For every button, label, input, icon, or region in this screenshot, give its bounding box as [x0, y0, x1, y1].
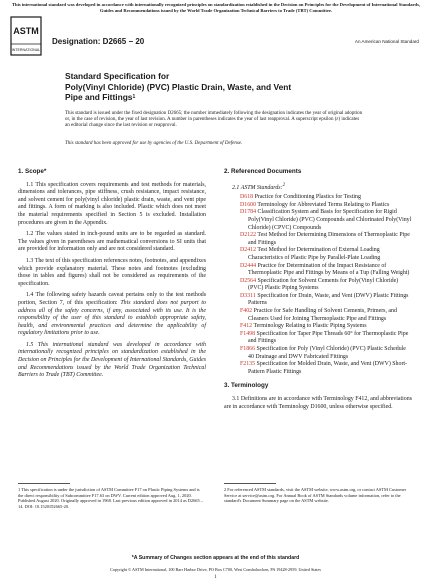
reference-item: F402 Practice for Safe Handling of Solvent Cements, Primers, and Cleaners Used for Joining Thermoplastic Pipe and Fittings [240, 308, 397, 322]
copyright-line: Copyright © ASTM International, 100 Barr Harbor Drive, PO Box C700, West Conshohocken, PA 19428-2959. United States [110, 567, 321, 572]
reference-item: D2122 Test Method for Determining Dimensions of Thermoplastic Pipe and Fittings [240, 232, 410, 246]
reference-link[interactable]: D618 [240, 194, 254, 201]
astm-standards-subheading: 2.1 ASTM Standards:$^2$ [232, 182, 286, 191]
right-column [224, 168, 412, 415]
title-line-1: Standard Specification for [65, 71, 170, 81]
title-line-2: Poly(Vinyl Chloride) (PVC) Plastic Drain, Waste, and Vent [65, 81, 292, 92]
reference-item: D3311 Specification for Drain, Waste, and Vent (DWV) Plastic Fittings Patterns [240, 292, 409, 307]
title-line-3: Pipe and Fittings$^1$ [65, 92, 136, 103]
designation: Designation: D2665 − 20 [52, 37, 145, 46]
national-standard-label: An American National Standard [354, 39, 419, 44]
terminology-paragraph-3-1: 3.1 Definitions are in accordance with Terminology F412, and abbreviations are in accordance with Terminology D1600, unless otherwise specified. [224, 396, 412, 410]
scope-paragraph-1-1: 1.1 This specification covers requirements and test methods for materials, dimensions and tolerances, pipe stiffness, crush resistance, impact resistance, and solvent cement for poly(vinyl chloride) plastic drain, waste, and vent pipe and fittings. A form of marking is also included. Plastic which does not meet the material requirements specified in Section 5 is excluded. Installation procedures are given in the Appendix. [18, 181, 206, 226]
scope-paragraph-1-3: 1.3 The text of this specification references notes, footnotes, and appendixes which provide explanatory material. These notes and footnotes (excluding those in tables and figures) shall not be considered as requirements of the specification. [18, 257, 206, 287]
reference-item: D2412 Test Method for Determination of External Loading Characteristics of Plastic Pipe by Parallel-Plate Loading [240, 247, 381, 261]
dod-approval-note: This standard has been approved for use by agencies of the U.S. Department of Defense. [65, 141, 243, 146]
reference-link[interactable]: F402 [240, 308, 253, 315]
document-title [65, 71, 365, 103]
footnote-rule-left [18, 483, 70, 484]
reference-link[interactable]: F2135 [240, 361, 256, 368]
reference-link[interactable]: D3311 [240, 292, 256, 299]
footnote-rule-right [224, 483, 276, 484]
safety-caveat: This standard does not purport to address all of the safety concerns, if any, associated with its use. It is the responsibility of the user of this standard to establish appropriate safety, health, and environmental practices and determine the applicability of regulatory limitations prior to use. [18, 299, 206, 337]
reference-item: D2564 Specification for Solvent Cements for Poly(Vinyl Chloride) (PVC) Plastic Piping Systems [240, 277, 399, 292]
top-notice: This international standard was developed in accordance with internationally recognized principles on standardization established in the Decision on Principles for the Development of International Standards, Guides and Recommendations issued by the World Trade Organization Technical Barriers to Trade (TBT) Committee. [11, 2, 421, 13]
reference-item: D1784 Classification System and Basis for Specification for Rigid Poly(Vinyl Chloride) (PVC) Compounds and Chlorinated Poly(Vinyl Chloride) (CPVC) Compounds [240, 209, 412, 231]
reference-link[interactable]: D2122 [240, 232, 257, 239]
reference-item: D1600 Terminology for Abbreviated Terms Relating to Plastics [240, 201, 390, 208]
section-heading-scope: 1. Scope* [18, 168, 47, 175]
reference-link[interactable]: D2564 [240, 277, 257, 284]
scope-paragraph-1-5: 1.5 This international standard was developed in accordance with internationally recognized principles on standardization established in the Decision on Principles for the Development of International Standards, Guides and Recommendations issued by the World Trade Organization Technical Barriers to Trade (TBT) Committee. [18, 341, 206, 379]
page-number: 1 [214, 575, 217, 580]
reference-item: D618 Practice for Conditioning Plastics for Testing [240, 194, 361, 201]
reference-link[interactable]: F1498 [240, 330, 256, 337]
title-footnote-mark: 1 [132, 94, 136, 101]
summary-of-changes-note: *A Summary of Changes section appears at the end of this standard [131, 555, 300, 561]
footnote-2: 2 For referenced ASTM standards, visit the ASTM website, www.astm.org, or contact ASTM Customer Service at service@astm.org. For Annual Book of ASTM Standards volume information, refer to the standard's Document Summary page on the ASTM website. [224, 487, 407, 504]
reference-item: F2135 Specification for Molded Drain, Waste, and Vent (DWV) Short-Pattern Plastic Fittings [240, 361, 408, 375]
reference-link[interactable]: D1784 [240, 209, 257, 216]
section-heading-terminology: 3. Terminology [224, 382, 269, 390]
reference-link[interactable]: D2412 [240, 247, 257, 254]
reference-link[interactable]: D1600 [240, 201, 257, 208]
section-heading-references: 2. Referenced Documents [224, 168, 302, 175]
reference-item: F1866 Specification for Poly (Vinyl Chloride) (PVC) Plastic Schedule 40 Drainage and DWV Fabricated Fittings [240, 346, 406, 360]
reference-link[interactable]: F412 [240, 323, 253, 330]
reference-item: D2444 Practice for Determination of the Impact Resistance of Thermoplastic Pipe and Fittings by Means of a Tup (Falling Weight) [240, 262, 410, 277]
scope-paragraph-1-2: 1.2 The values stated in inch-pound units are to be regarded as standard. The values given in parentheses are mathematical conversions to SI units that are provided for information only and are not considered standard. [18, 231, 206, 253]
astm-logo [10, 16, 42, 56]
svg-text:INTERNATIONAL: INTERNATIONAL [11, 48, 41, 52]
svg-text:ASTM: ASTM [13, 26, 39, 36]
standard-note: This standard is issued under the fixed designation D2665; the number immediately following the designation indicates the year of original adoption or, in the case of revision, the year of last revision. A number in parentheses indicates the year of last reapproval. A superscript epsilon (ε) indicates an editorial change since the last revision or reapproval. [65, 111, 363, 129]
scope-paragraph-1-4: 1.4 The following safety hazards caveat pertains only to the test methods portion, Section 7, of this specification: This standard does not purport to address all of the safety concerns, if any, associated with its use. It is the responsibility of the user of this standard to establish appropriate safety, health, and environmental practices and determine the applicability of regulatory limitations prior to use. [18, 292, 206, 337]
reference-link[interactable]: D2444 [240, 262, 257, 269]
reference-link[interactable]: F1866 [240, 346, 256, 353]
reference-item: F1498 Specification for Taper Pipe Threads 60° for Thermoplastic Pipe and Fittings [240, 330, 409, 345]
reference-item: F412 Terminology Relating to Plastic Piping Systems [240, 323, 367, 330]
left-column [18, 168, 206, 384]
footnote-1: 1 This specification is under the jurisdiction of ASTM Committee F17 on Plastic Piping Systems and is the direct responsibility of Subcommittee F17.63 on DWV. Current edition approved Aug. 1, 2020. Published August 2020. Originally approved in 1968. Last previous edition approved in 2014 as D2665 – 14. DOI: 10.1520/D2665-20. [18, 487, 203, 509]
